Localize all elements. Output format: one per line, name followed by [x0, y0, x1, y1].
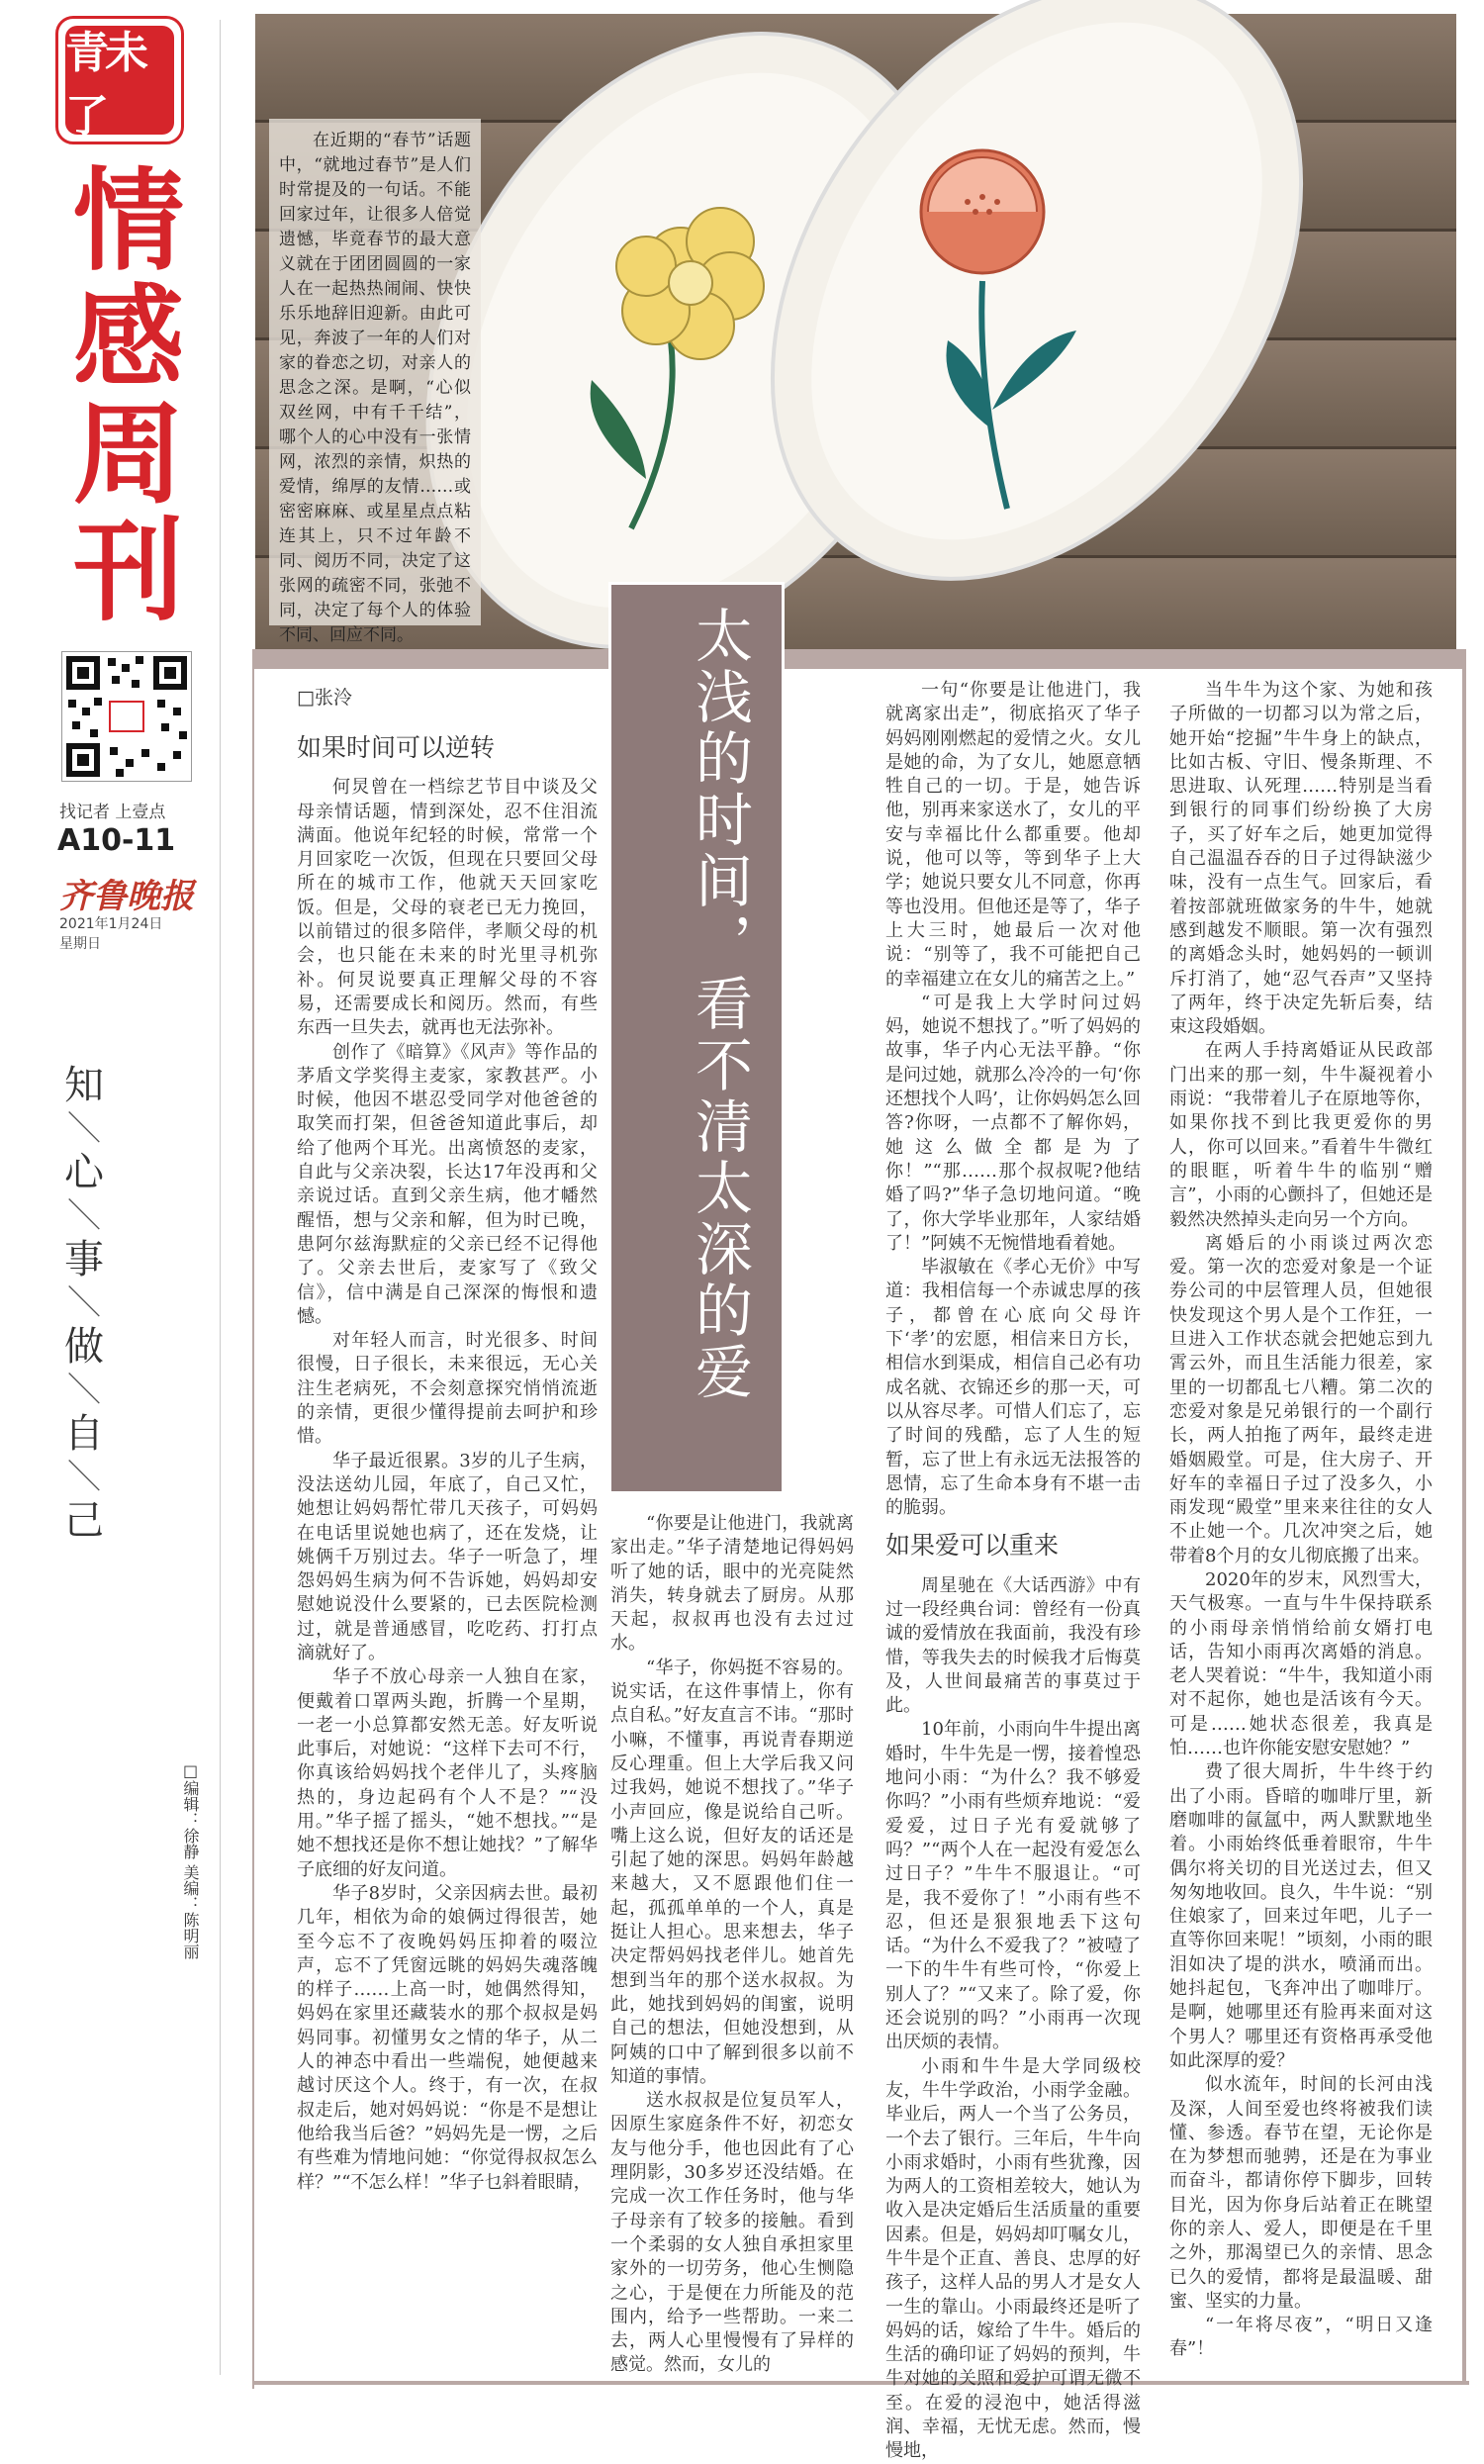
article-frame [1462, 649, 1466, 2385]
paragraph: 10年前，小雨向牛牛提出离婚时，牛牛先是一愣，接着惶恐地问小雨：“为什么？我不够爱你吗？”小雨有些烦弃地说：“爱爱爱，过日子光有爱就够了吗？”“两个人在一起没有爱怎么过日子？”牛牛不服退让。“可是，我不爱你了！”小雨有些不忍，但还是狠狠地丢下这句话。“为什么不爱我了？”被噎了一下的牛牛有些可怜，“你爱上别人了？”“又来了。除了爱，你还会说别的吗？”小雨再一次现出厌烦的表情。 [885, 1719, 1141, 2053]
subtitle-char: 做 [64, 1324, 104, 1370]
masthead-char: 情 [73, 157, 184, 286]
paragraph: 离婚后的小雨谈过两次恋爱。第一次的恋爱对象是一个证券公司的中层管理人员，但她很快发现这个男人是个工作狂，一旦进入工作状态就会把她忘到九霄云外，而且生活能力很差，家里的一切都乱七八糟。第二次的恋爱对象是兄弟银行的一个副行长，两人拍拖了两年，最终走进婚姻殿堂。可是，住大房子、开好车的幸福日子过了没多久，小雨发现“殿堂”里来来往往的女人不止她一个。几次冲突之后，她带着8个月的女儿彻底搬了出来。 [1169, 1232, 1433, 1566]
paragraph: 一句“你要是让他进门，我就离家出走”，彻底掐灭了华子妈妈刚刚燃起的爱情之火。女儿是她的命，为了女儿，她愿意牺牲自己的一切。于是，她告诉他，别再来家送水了，女儿的平安与幸福比什么都重要。他却说，他可以等，等到华子上大学；她说只要女儿不同意，你再等也没用。但他还是等了，华子上大三时，她最后一次对他说：“别等了，我不可能把自己的幸福建立在女儿的痛苦之上。” [885, 680, 1141, 990]
subtitle-separator: ＼ [67, 1458, 101, 1497]
paragraph: 创作了《暗算》《风声》等作品的茅盾文学奖得主麦家，家教甚严。小时候，他因不堪忍受同学对他爸爸的取笑而打架，但爸爸知道此事后，却给了他两个耳光。出离愤怒的麦家，自此与父亲决裂，长达17年没再和父亲说过话。直到父亲生病，他才幡然醒悟，想与父亲和解，但为时已晚，患阿尔兹海默症的父亲已经不记得他了。父亲去世后，麦家写了《致父信》，信中满是自己深深的悔恨和遗憾。 [297, 1041, 598, 1327]
subtitle-char: 心 [64, 1150, 104, 1195]
logo-text: 青未了 [65, 26, 174, 135]
paragraph: 送水叔叔是位复员军人，因原生家庭条件不好，初恋女友与他分手，他也因此有了心理阴影，30多岁还没结婚。在完成一次工作任务时，他与华子母亲有了较多的接触。看到一个柔弱的女人独自承担家里家外的一切劳务，他心生恻隐之心，于是便在力所能及的范围内，给予一些帮助。一来二去，两人心里慢慢有了异样的感觉。然而，女儿的 [610, 2090, 854, 2376]
editor-credit: □编辑：徐静 美编：陈明丽 [181, 1761, 200, 1960]
intro-paragraph: 在近期的“春节”话题中，“就地过春节”是人们时常提及的一句话。不能回家过年，让很多人倍觉遗憾，毕竟春节的最大意义就在于团团圆圆的一家人在一起热热闹闹、快快乐乐地辞旧迎新。由此可见，奔波了一年的人们对家的眷恋之切，对亲人的思念之深。是啊，“心似双丝网，中有千千结”，哪个人的心中没有一张情网，浓烈的亲情，炽热的爱情，绵厚的友情……或密密麻麻、或星星点点粘连其上，只不过年龄不同、阅历不同，决定了这张网的疏密不同，张弛不同，决定了每个人的体验不同、回应不同。 [269, 119, 481, 625]
article-frame [252, 649, 1466, 669]
column-subtitle [59, 1064, 109, 1543]
page-number: A10-11 [57, 823, 176, 858]
subtitle-separator: ＼ [67, 1283, 101, 1323]
publish-date: 2021年1月24日 [59, 916, 163, 932]
masthead-char: 刊 [73, 508, 184, 636]
article-column-3 [885, 679, 1141, 2464]
paragraph: 小雨和牛牛是大学同级校友，牛牛学政治，小雨学金融。毕业后，两人一个当了公务员，一个去了银行。三年后，牛牛向小雨求婚时，小雨有些犹豫，因为两人的工资相差较大，她认为收入是决定婚后生活质量的重要因素。但是，妈妈却叮嘱女儿，牛牛是个正直、善良、忠厚的好孩子，这样人品的男人才是女人一生的靠山。小雨最终还是听了妈妈的话，嫁给了牛牛。婚后的生活的确印证了妈妈的预判，牛牛对她的关照和爱护可谓无微不至。在爱的浸泡中，她活得滋润、幸福，无忧无虑。然而，慢慢地， [885, 2055, 1141, 2462]
subtitle-separator: ＼ [67, 1196, 101, 1236]
paragraph: 在两人手持离婚证从民政部门出来的那一刻，牛牛凝视着小雨说：“我带着儿子在原地等你，如果你找不到比我更爱你的男人，你可以回来。”看着牛牛微红的眼眶，听着牛牛的临别“赠言”，小雨的心颤抖了，但她还是毅然决然掉头走向另一个方向。 [1169, 1040, 1433, 1230]
subtitle-char: 知 [64, 1063, 104, 1108]
article-column-1 [297, 722, 598, 2195]
section-subheading: 如果爱可以重来 [885, 1531, 1060, 1561]
article-column-2 [610, 1512, 854, 2378]
subtitle-char: 己 [64, 1498, 104, 1544]
paragraph: 华子不放心母亲一人独自在家，便戴着口罩两头跑，折腾一个星期，一老一小总算都安然无恙。好友听说此事后，对她说：“这样下去可不行，你真该给妈妈找个老伴儿了，头疼脑热的，身边起码有个人不是？”“没用。”华子摇了摇头，“她不想找。”“是她不想找还是你不想让她找？”了解华子底细的好友问道。 [297, 1666, 598, 1880]
author-byline: □张泠 [297, 687, 352, 709]
paragraph: “一年将尽夜”，“明日又逢春”！ [1169, 2315, 1433, 2360]
paragraph: 华子8岁时，父亲因病去世。最初几年，相依为命的娘俩过得很苦，她至今忘不了夜晚妈妈压抑着的啜泣声，忘不了凭窗远眺的妈妈失魂落魄的样子……上高一时，她偶然得知，妈妈在家里还藏装水的那个叔叔是妈妈同事。初懂男女之情的华子，从二人的神态中看出一些端倪，她便越来越讨厌这个人。终于，有一次，在叔叔走后，她对妈妈说：“你是不是想让他给我当后爸？”妈妈先是一愣，之后有些难为情地问她：“你觉得叔叔怎么样？”“不怎么样！”华子乜斜着眼睛， [297, 1882, 598, 2193]
dateline [59, 914, 162, 954]
paragraph: “华子，你妈挺不容易的。说实话，在这件事情上，你有点自私。”好友直言不讳。“那时小嘛，不懂事，再说青春期逆反心理重。但上大学后我又问过我妈，她说不想找了。”华子小声回应，像是说给自己听。嘴上这么说，但好友的话还是引起了她的深思。妈妈年龄越来越大，又不愿跟他们住一起，孤孤单单的一个人，真是挺让人担心。思来想去，华子决定帮妈妈找老伴儿。她首先想到当年的那个送水叔叔。为此，她找到妈妈的闺蜜，说明自己的想法，但她没想到，从阿姨的口中了解到很多以前不知道的事情。 [610, 1657, 854, 2087]
paragraph: “你要是让他进门，我就离家出走。”华子清楚地记得妈妈听了她的话，眼中的光亮陡然消失，转身就去了厨房。从那天起，叔叔再也没有去过过水。 [610, 1513, 854, 1655]
article-column-4 [1169, 679, 1433, 2362]
section-subheading: 如果时间可以逆转 [297, 733, 496, 762]
subtitle-separator: ＼ [67, 1109, 101, 1149]
paragraph: 当牛牛为这个家、为她和孩子所做的一切都习以为常之后，她开始“挖掘”牛牛身上的缺点，比如古板、守旧、慢条斯理、不思进取、认死理……特别是当看到银行的同事们纷纷换了大房子，买了好车之后，她更加觉得自己温温吞吞的日子过得缺滋少味，没有一点生气。回家后，看着按部就班做家务的牛牛，她就感到越发不顺眼。第一次有强烈的离婚念头时，她妈妈的一顿训斥打消了，她“忍气吞声”又坚持了两年，终于决定先斩后奏，结束这段婚姻。 [1169, 680, 1433, 1038]
article-frame [252, 2381, 1469, 2385]
paragraph: 2020年的岁末，风烈雪大，天气极寒。一直与牛牛保持联系的小雨母亲悄悄给前女婿打电话，告知小雨再次离婚的消息。老人哭着说：“牛牛，我知道小雨对不起你，她也是活该有今天。可是……她状态很差，我真是怕……也许你能安慰安慰她？” [1169, 1568, 1433, 1759]
qr-code-icon [61, 651, 192, 782]
masthead [49, 157, 208, 636]
subtitle-char: 自 [64, 1411, 104, 1457]
newspaper-name: 齐鲁晚报 [59, 877, 194, 916]
article-headline: 太浅的时间，看不清太深的爱 [686, 606, 753, 1403]
paragraph: 毕淑敏在《孝心无价》中写道：我相信每一个赤诚忠厚的孩子，都曾在心底向父母许下‘孝’的宏愿，相信来日方长，相信水到渠成，相信自己必有功成名就、衣锦还乡的那一天，可以从容尽孝。可惜人们忘了，忘了时间的残酷，忘了人生的短暂，忘了世上有永远无法报答的恩情，忘了生命本身有不堪一击的脆弱。 [885, 1257, 1141, 1519]
masthead-char: 周 [73, 391, 184, 520]
paragraph: 周星驰在《大话西游》中有过一段经典台词：曾经有一份真诚的爱情放在我面前，我没有珍惜，等我失去的时候我才后悔莫及，人世间最痛苦的事莫过于此。 [885, 1574, 1141, 1717]
article-frame [252, 649, 254, 2389]
paragraph: 费了很大周折，牛牛终于约出了小雨。昏暗的咖啡厅里，新磨咖啡的氤氲中，两人默默地坐着。小雨始终低垂着眼帘，牛牛偶尔将关切的目光送过去，但又匆匆地收回。良久，牛牛说：“别住娘家了，回来过年吧，儿子一直等你回来呢！”顷刻，小雨的眼泪如决了堤的洪水，喷涌而出。她抖起包，飞奔冲出了咖啡厅。是啊，她哪里还有脸再来面对这个男人？哪里还有资格再承受他如此深厚的爱？ [1169, 1761, 1433, 2071]
paragraph: 对年轻人而言，时光很多、时间很慢，日子很长，未来很远，无心关注生老病死，不会刻意探究悄悄流逝的亲情，更很少懂得提前去呵护和珍惜。 [297, 1330, 598, 1448]
section-logo [55, 16, 184, 144]
subtitle-separator: ＼ [67, 1371, 101, 1410]
publish-weekday: 星期日 [59, 936, 101, 952]
masthead-char: 感 [73, 274, 184, 403]
subtitle-char: 事 [64, 1237, 104, 1282]
paragraph: 似水流年，时间的长河由浅及深，人间至爱也终将被我们读懂、参透。春节在望，无论你是在为梦想而驰骋，还是在为事业而奋斗，都请你停下脚步，回转目光，因为你身后站着正在眺望你的亲人、爱人，即便是在千里之外，那渴望已久的亲情、思念已久的爱情，都将是最温暖、甜蜜、坚实的力量。 [1169, 2074, 1433, 2312]
paragraph: 何炅曾在一档综艺节目中谈及父母亲情话题，情到深处，忍不住泪流满面。他说年纪轻的时候，常常一个月回家吃一次饭，但现在只要回父母所在的城市工作，他就天天回家吃饭。但是，父母的衰老已无力挽回，以前错过的很多陪伴，孝顺父母的机会，也只能在未来的时光里寻机弥补。何炅说要真正理解父母的不容易，还需要成长和阅历。然而，有些东西一旦失去，就再也无法弥补。 [297, 777, 598, 1039]
left-sidebar [0, 0, 247, 2389]
paragraph: “可是我上大学时问过妈妈，她说不想找了。”听了妈妈的故事，华子内心无法平静。“你是问过她，就那么冷冷的一句‘你还想找个人吗’，让你妈妈怎么回答?你呀，一点都不了解你妈，她这么做全都是为了你！”“那……那个叔叔呢?他结婚了吗?”华子急切地问道。“晚了，你大学毕业那年，人家结婚了！”阿姨不无惋惜地看着她。 [885, 992, 1141, 1254]
paragraph: 华子最近很累。3岁的儿子生病，没法送幼儿园，年底了，自己又忙，她想让妈妈帮忙带几天孩子，可妈妈在电话里说她也病了，还在发烧，让姚俩千万别过去。华子一听急了，埋怨妈妈生病为何不告诉她，妈妈却安慰她说没什么要紧的，已去医院检测过，就是普通感冒，吃吃药、打打点滴就好了。 [297, 1450, 598, 1663]
sidebar-divider [220, 20, 221, 2375]
reporter-contact: 找记者 上壹点 [59, 803, 166, 822]
